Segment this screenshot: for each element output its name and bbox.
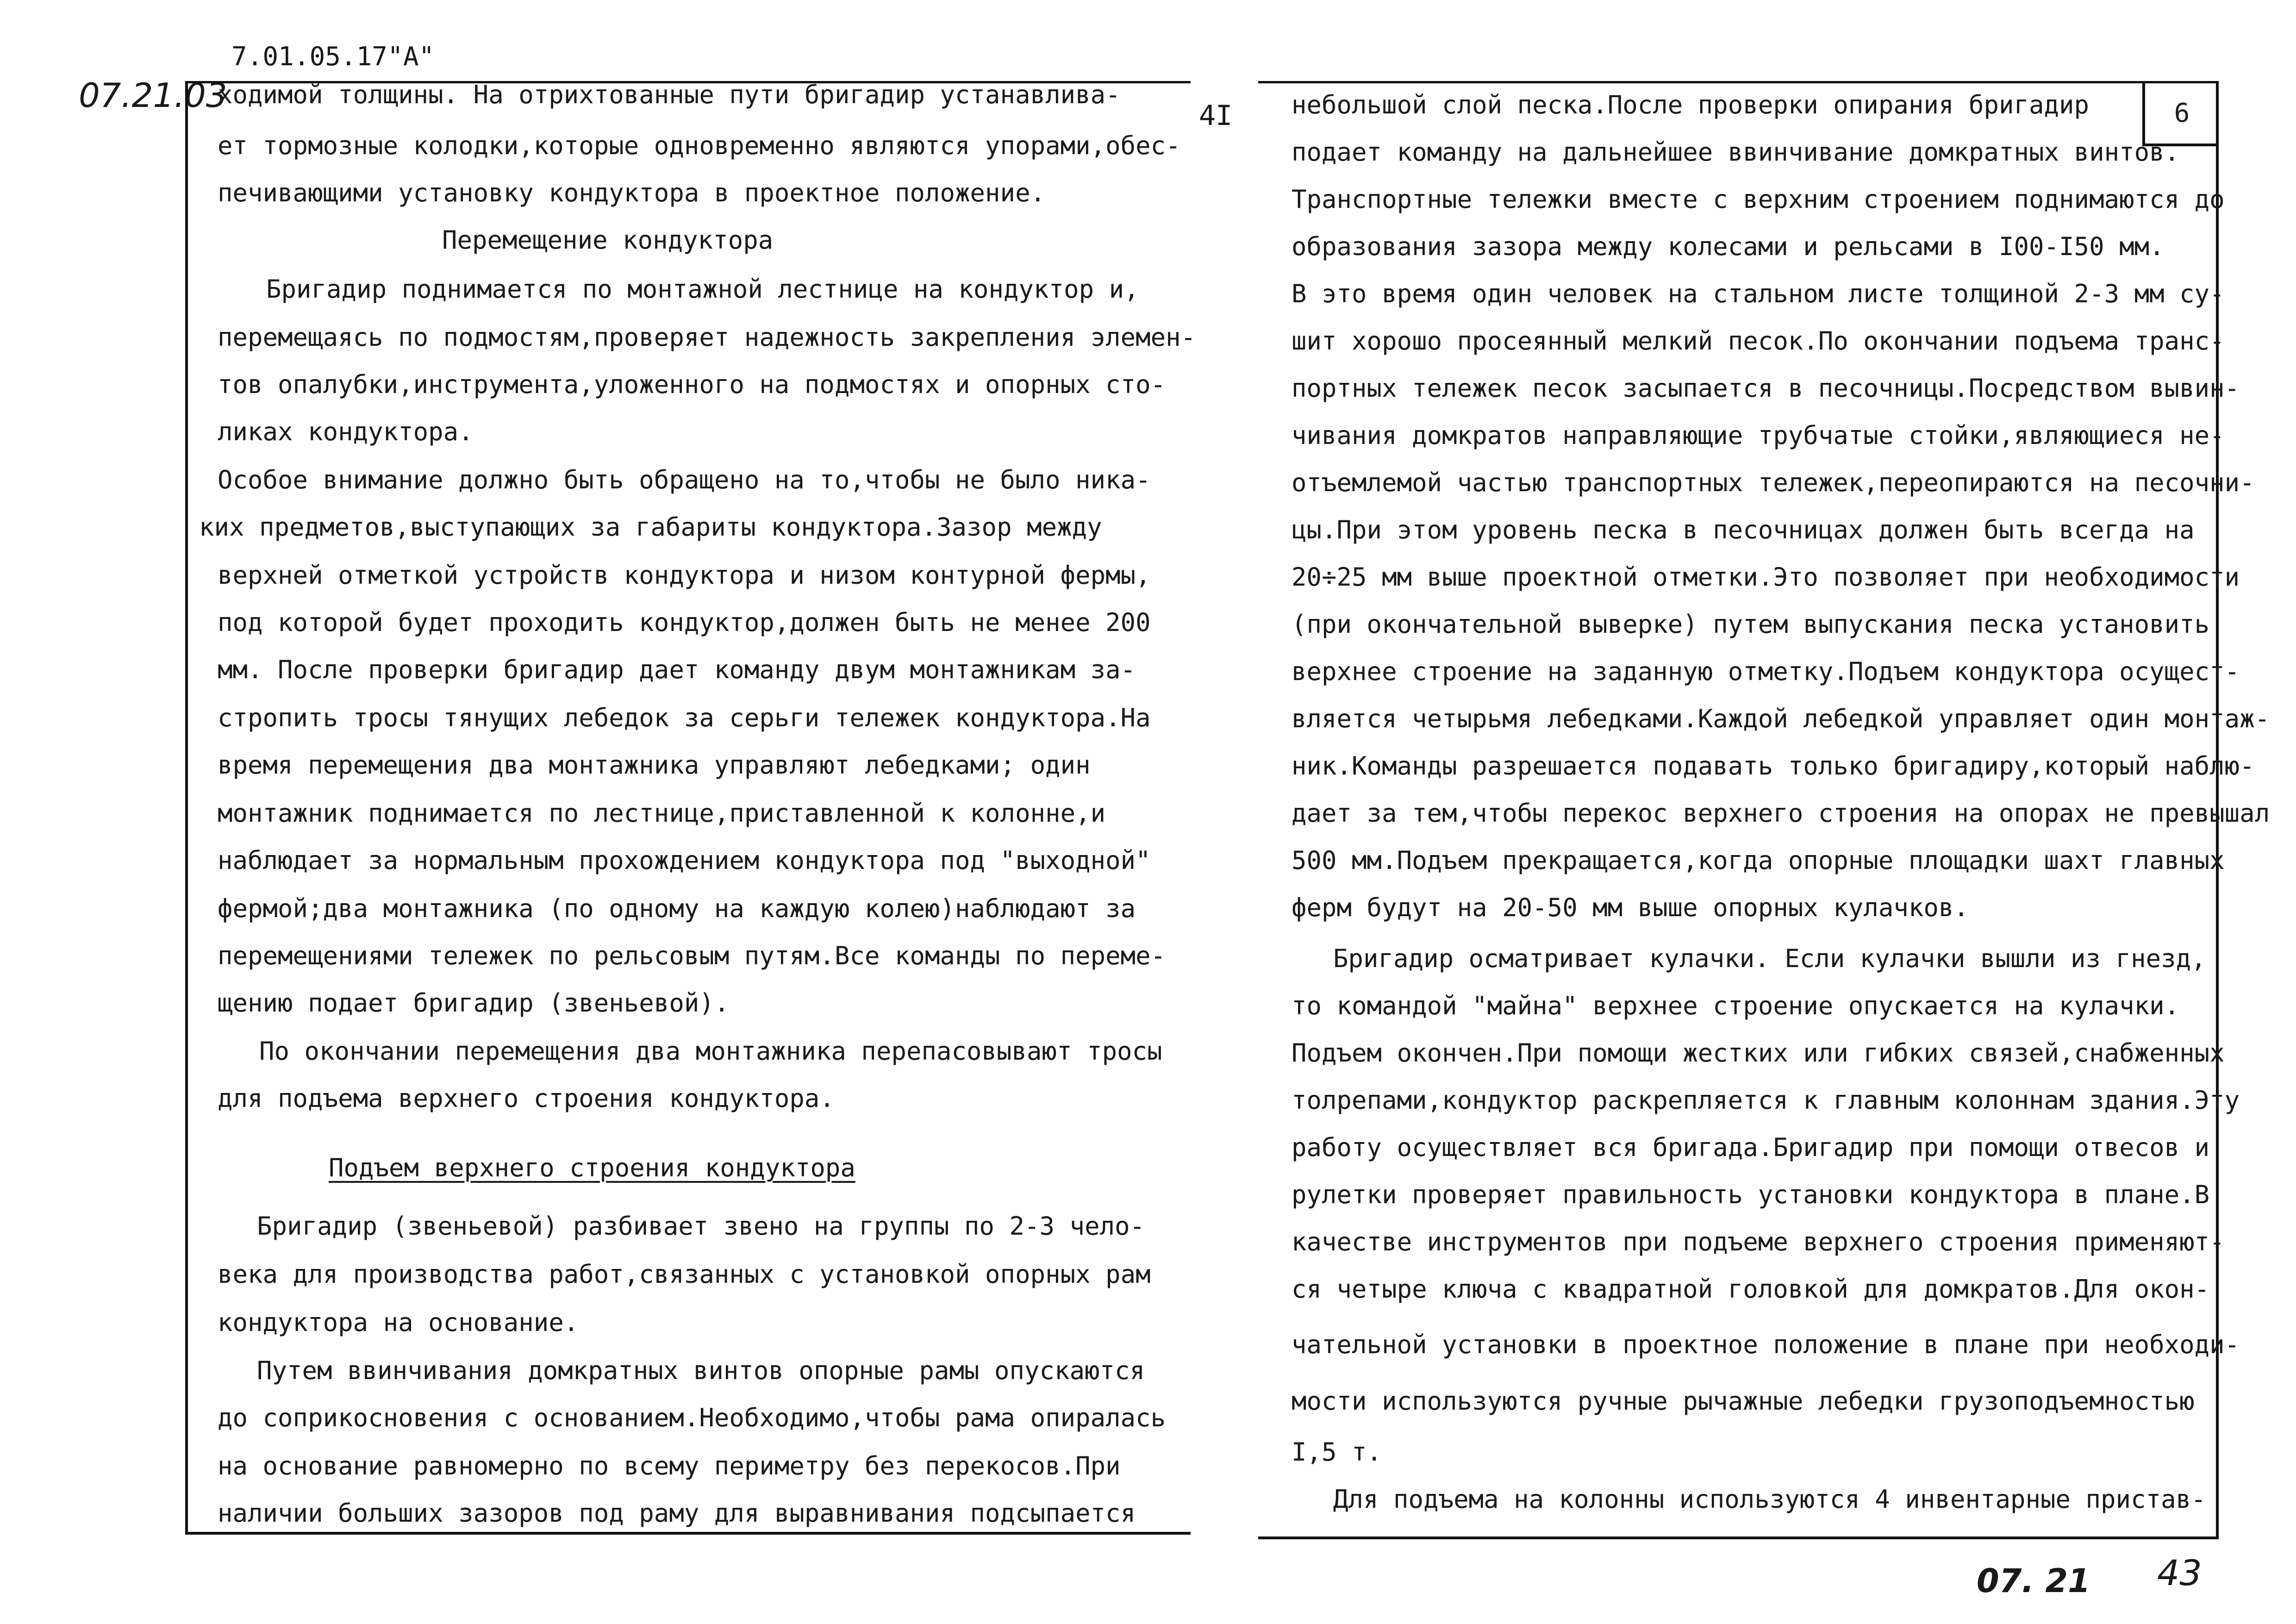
text-line: верхнее строение на заданную отметку.Подъем кондуктора осущест- [1292, 657, 2240, 686]
text-line: верхней отметкой устройств кондуктора и низом контурной фермы, [218, 561, 1151, 590]
sheet-number-box [2142, 82, 2219, 146]
text-line: наблюдает за нормальным прохождением кондуктора под "выходной" [218, 846, 1151, 875]
text-line: цы.При этом уровень песка в песочницах должен быть всегда на [1292, 515, 2195, 544]
text-line: ходимой толщины. На отрихтованные пути бригадир устанавлива- [218, 80, 1121, 109]
text-line: Подъем окончен.При помощи жестких или гибких связей,снабженных [1292, 1038, 2225, 1068]
text-line: дает за тем,чтобы перекос верхнего строения на опорах не превышал [1292, 799, 2270, 828]
text-line: перемещаясь по подмостям,проверяет надежность закрепления элемен- [218, 323, 1196, 352]
text-line: Для подъема на колонны используются 4 инвентарные пристав- [1333, 1485, 2206, 1514]
text-line: ник.Команды разрешается подавать только бригадиру,который наблю- [1292, 751, 2255, 781]
text-line: Бригадир поднимается по монтажной лестнице на кондуктор и, [266, 275, 1139, 304]
text-line: портных тележек песок засыпается в песочницы.Посредством вывин- [1292, 374, 2240, 403]
text-line: века для производства работ,связанных с установкой опорных рам [218, 1260, 1151, 1289]
text-line: отъемлемой частью транспортных тележек,переопираются на песочни- [1292, 468, 2255, 497]
text-line: ких предметов,выступающих за габариты кондуктора.Зазор между [199, 512, 1102, 542]
text-line: перемещениями тележек по рельсовым путям.Все команды по переме- [218, 941, 1166, 970]
text-line: для подъема верхнего строения кондуктора. [218, 1084, 835, 1113]
text-line: (при окончательной выверке) путем выпускания песка установить [1292, 610, 2210, 639]
text-line: фермой;два монтажника (по одному на каждую колею)наблюдают за [218, 894, 1136, 923]
section-heading-underlined: Подъем верхнего строения кондуктора [329, 1153, 855, 1182]
text-line: 20÷25 мм выше проектной отметки.Это позволяет при необходимости [1292, 562, 2240, 592]
footer-page-number: 43 [2157, 1552, 2202, 1593]
text-line: По окончании перемещения два монтажника перепасовывают тросы [259, 1037, 1162, 1066]
text-line: толрепами,кондуктор раскрепляется к главным колоннам здания.Эту [1292, 1086, 2240, 1115]
sheet-number: 6 [2174, 98, 2190, 128]
text-line: щению подает бригадир (звеньевой). [218, 988, 730, 1018]
text-line: время перемещения два монтажника управляют лебедками; один [218, 750, 1091, 780]
text-line: рулетки проверяет правильность установки кондуктора в плане.В [1292, 1180, 2210, 1209]
text-line: до соприкосновения с основанием.Необходимо,чтобы рама опиралась [218, 1403, 1166, 1432]
text-line: ферм будут на 20-50 мм выше опорных кулачков. [1292, 893, 1969, 922]
text-line: тов опалубки,инструмента,уложенного на подмостях и опорных сто- [218, 370, 1166, 399]
text-line: то командой "майна" верхнее строение опускается на кулачки. [1292, 991, 2180, 1020]
text-line: ся четыре ключа с квадратной головкой для домкратов.Для окон- [1292, 1274, 2210, 1304]
text-line: наличии больших зазоров под раму для выравнивания подсыпается [218, 1499, 1136, 1528]
text-line: ликах кондуктора. [218, 417, 474, 446]
text-line: мости используются ручные рычажные лебедки грузоподъемностью [1292, 1387, 2195, 1416]
text-line: Бригадир (звеньевой) разбивает звено на группы по 2-3 чело- [257, 1212, 1145, 1241]
text-line: на основание равномерно по всему периметру без перекосов.При [218, 1451, 1121, 1480]
text-line: работу осуществляет вся бригада.Бригадир при помощи отвесов и [1292, 1133, 2210, 1162]
document-code: 7.01.05.17"А" [231, 42, 435, 72]
text-line: мм. После проверки бригадир дает команду двум монтажникам за- [218, 655, 1136, 684]
text-line: вляется четырьмя лебедками.Каждой лебедкой управляет один монтаж- [1292, 704, 2270, 733]
text-line: кондуктора на основание. [218, 1308, 579, 1337]
text-line: В это время один человек на стальном листе толщиной 2-3 мм су- [1292, 279, 2225, 308]
text-line: шит хорошо просеянный мелкий песок.По окончании подъема транс- [1292, 326, 2225, 356]
text-line: печивающими установку кондуктора в проектное положение. [218, 178, 1046, 207]
text-line: 500 мм.Подъем прекращается,когда опорные площадки шахт главных [1292, 846, 2225, 875]
text-line: Транспортные тележки вместе с верхним строением поднимаются до [1292, 185, 2225, 214]
text-line: чательной установки в проектное положение в плане при необходи- [1292, 1330, 2240, 1359]
section-heading: Перемещение кондуктора [442, 225, 774, 255]
footer-archive-code: 07. 21 [1977, 1562, 2090, 1600]
text-line: Особое внимание должно быть обращено на то,чтобы не было ника- [218, 465, 1151, 494]
text-line: образования зазора между колесами и рельсами в I00-I50 мм. [1292, 232, 2165, 261]
text-line: монтажник поднимается по лестнице,приставленной к колонне,и [218, 799, 1106, 828]
page-number: 4I [1199, 100, 1233, 132]
text-line: чивания домкратов направляющие трубчатые стойки,являющиеся не- [1292, 421, 2225, 450]
text-line: качестве инструментов при подъеме верхнего строения применяют- [1292, 1227, 2225, 1256]
text-line: Путем ввинчивания домкратных винтов опорные рамы опускаются [257, 1356, 1145, 1385]
text-line: Бригадир осматривает кулачки. Если кулачки вышли из гнезд, [1333, 944, 2206, 973]
text-line: небольшой слой песка.После проверки опирания бригадир [1292, 90, 2090, 119]
text-line: стропить тросы тянущих лебедок за серьги тележек кондуктора.На [218, 703, 1151, 732]
text-line: ет тормозные колодки,которые одновременно являются упорами,обес- [218, 131, 1181, 160]
text-line: I,5 т. [1292, 1437, 1382, 1467]
text-line: подает команду на дальнейшее ввинчивание домкратных винтов. [1292, 137, 2180, 167]
text-line: под которой будет проходить кондуктор,должен быть не менее 200 [218, 608, 1151, 637]
margin-archive-code: 07.21.03 [79, 76, 227, 115]
